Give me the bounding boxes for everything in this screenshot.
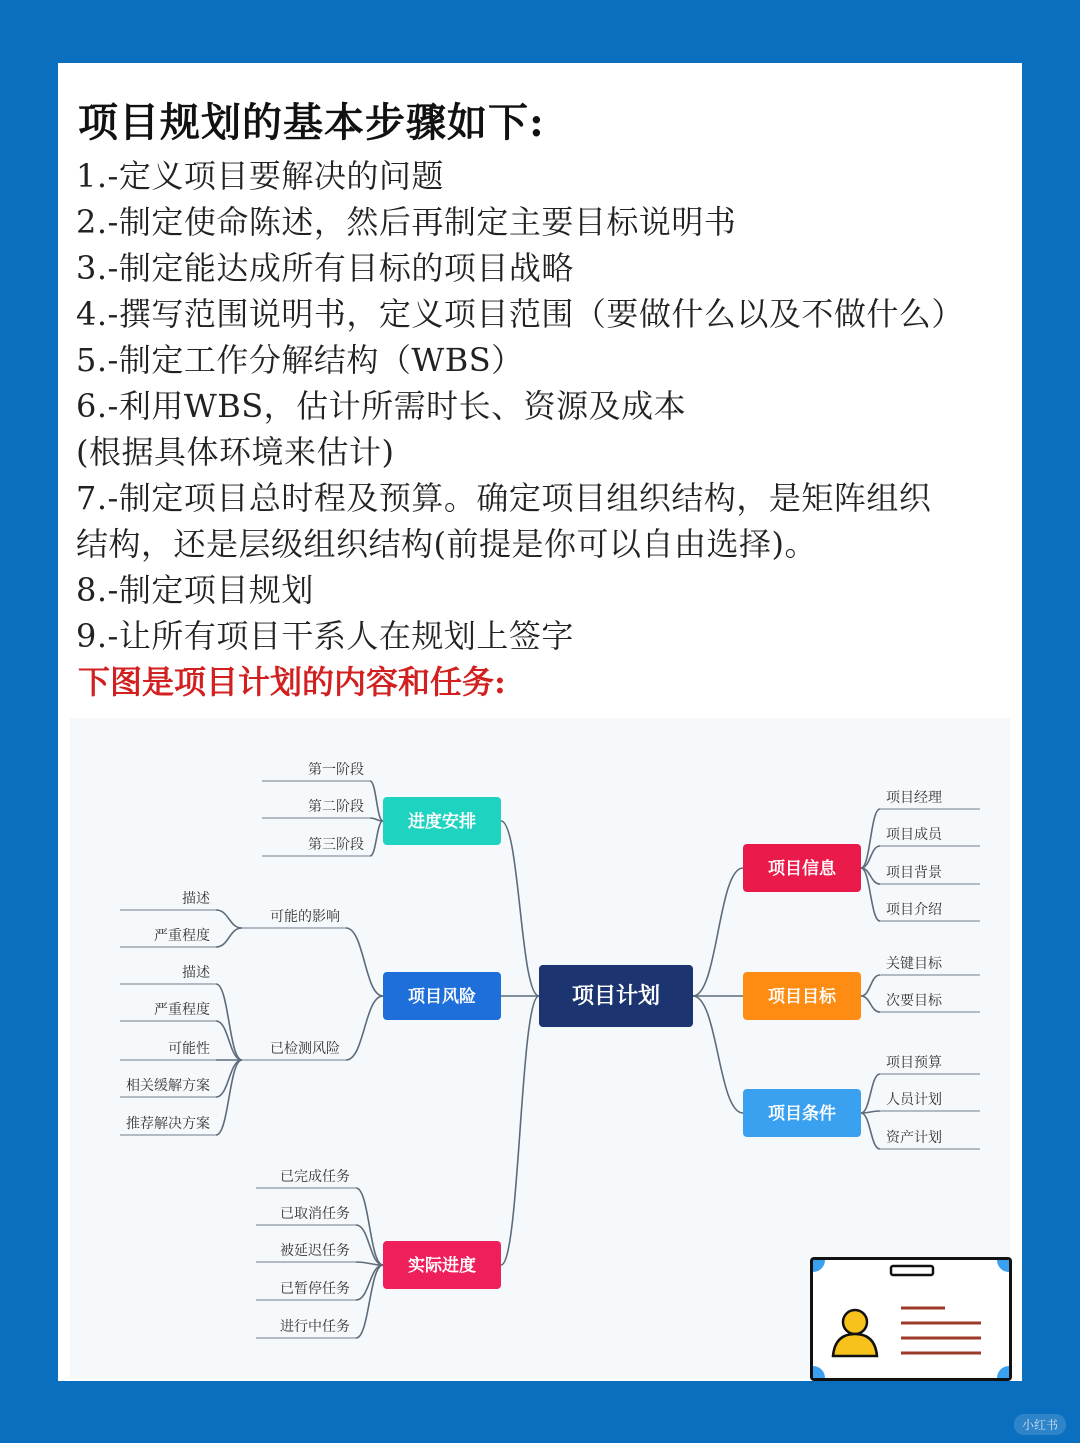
connector-line — [861, 1113, 880, 1149]
leaf-node: 进行中任务 — [280, 1319, 350, 1335]
leaf-node: 已完成任务 — [280, 1169, 350, 1185]
connector-line — [216, 1021, 242, 1060]
step-item: 1.-定义项目要解决的问题 — [76, 157, 444, 195]
leaf-node: 次要目标 — [886, 993, 942, 1009]
leaf-node: 严重程度 — [154, 928, 210, 944]
step-item: 5.-制定工作分解结构（WBS） — [76, 341, 524, 379]
connector-line — [861, 809, 880, 868]
branch-risk-label: 项目风险 — [408, 987, 476, 1007]
connector-line — [861, 996, 880, 1012]
leaf-node: 被延迟任务 — [280, 1243, 350, 1259]
leaf-node: 严重程度 — [154, 1002, 210, 1018]
step-item: 结构，还是层级组织结构(前提是你可以自由选择)。 — [76, 525, 817, 563]
leaf-node: 项目背景 — [886, 865, 942, 881]
root-connector — [501, 821, 539, 996]
step-item: 7.-制定项目总时程及预算。确定项目组织结构，是矩阵组织 — [76, 479, 932, 517]
id-card-icon — [810, 1257, 1012, 1381]
leaf-node: 项目成员 — [886, 827, 942, 843]
leaf-node: 描述 — [182, 965, 210, 981]
connector-line — [346, 996, 383, 1060]
leaf-node: 第三阶段 — [308, 837, 364, 853]
branch-goal-label: 项目目标 — [768, 987, 836, 1007]
leaf-node: 已暂停任务 — [280, 1281, 350, 1297]
content-card — [58, 63, 1022, 1381]
group-node: 已检测风险 — [270, 1041, 340, 1057]
step-item: 9.-让所有项目干系人在规划上签字 — [76, 617, 574, 655]
connector-line — [861, 1074, 880, 1113]
leaf-node: 已取消任务 — [280, 1206, 350, 1222]
person-icon — [833, 1310, 877, 1356]
step-item: 6.-利用WBS，估计所需时长、资源及成本 — [76, 387, 687, 425]
root-connector — [693, 996, 743, 1113]
leaf-node: 项目介绍 — [886, 902, 942, 918]
leaf-node: 项目预算 — [886, 1055, 942, 1071]
step-item: (根据具体环境来估计) — [76, 433, 395, 471]
leaf-node: 相关缓解方案 — [126, 1078, 210, 1094]
branch-info-label: 项目信息 — [768, 859, 836, 879]
connector-line — [216, 1060, 242, 1097]
id-card-graphic — [813, 1260, 1009, 1378]
leaf-node: 第二阶段 — [308, 799, 364, 815]
leaf-node: 资产计划 — [886, 1130, 942, 1146]
step-item: 4.-撰写范围说明书，定义项目范围（要做什么以及不做什么） — [76, 295, 964, 333]
leaf-node: 人员计划 — [886, 1092, 942, 1108]
page-title: 项目规划的基本步骤如下: — [78, 99, 545, 146]
leaf-node: 第一阶段 — [308, 762, 364, 778]
connector-line — [370, 821, 383, 856]
group-node: 可能的影响 — [270, 909, 340, 925]
steps-list — [76, 153, 1016, 659]
step-item: 8.-制定项目规划 — [76, 571, 314, 609]
watermark: 小红书 — [1014, 1414, 1066, 1435]
branch-progress-label: 实际进度 — [408, 1256, 476, 1276]
root-node-label: 项目计划 — [571, 984, 661, 1009]
step-item: 3.-制定能达成所有目标的项目战略 — [76, 249, 574, 287]
branch-schedule-label: 进度安排 — [408, 812, 476, 832]
connector-line — [216, 1060, 242, 1135]
leaf-node: 可能性 — [168, 1041, 210, 1057]
connector-line — [861, 975, 880, 996]
step-item: 2.-制定使命陈述，然后再制定主要目标说明书 — [76, 203, 737, 241]
diagram-caption: 下图是项目计划的内容和任务: — [78, 663, 506, 701]
leaf-node: 项目经理 — [886, 790, 942, 806]
leaf-node: 描述 — [182, 891, 210, 907]
connector-line — [216, 928, 242, 947]
leaf-node: 关键目标 — [886, 956, 942, 972]
root-connector — [693, 868, 743, 996]
connector-line — [216, 910, 242, 928]
connector-line — [356, 1265, 383, 1338]
connector-line — [346, 928, 383, 996]
leaf-node: 推荐解决方案 — [126, 1116, 210, 1132]
root-connector — [501, 996, 539, 1265]
branch-cond-label: 项目条件 — [768, 1104, 836, 1124]
connector-line — [356, 1265, 383, 1300]
connector-line — [370, 781, 383, 821]
